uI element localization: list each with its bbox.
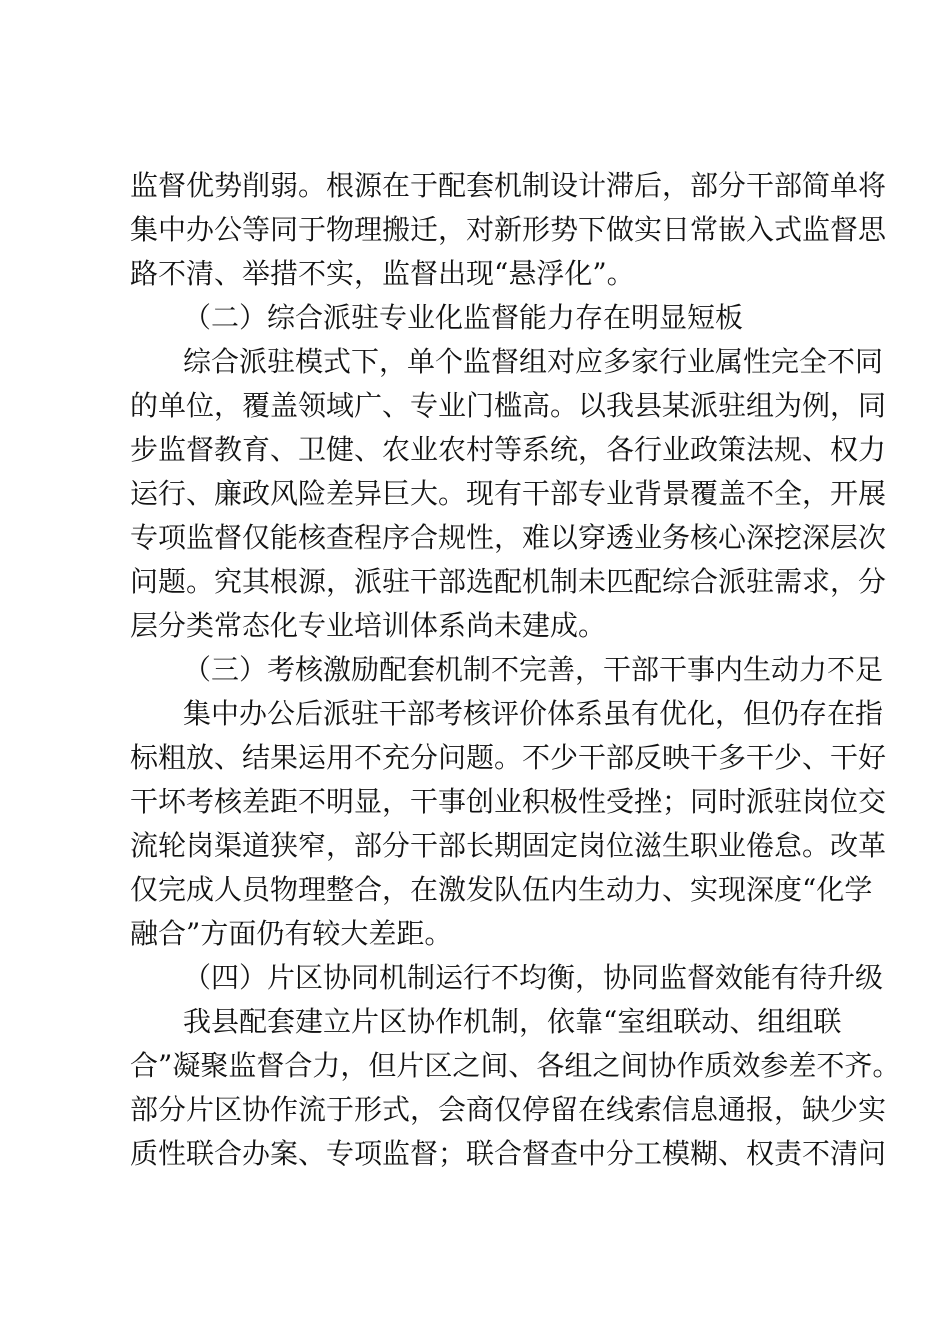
body-text-line: 步监督教育、卫健、农业农村等系统，各行业政策法规、权力 xyxy=(130,433,887,466)
body-text-line: 部分片区协作流于形式，会商仅停留在线索信息通报，缺少实 xyxy=(130,1093,887,1126)
body-text-line: 集中办公等同于物理搬迁，对新形势下做实日常嵌入式监督思 xyxy=(130,213,887,246)
body-text-line: 的单位，覆盖领域广、专业门槛高。以我县某派驻组为例，同 xyxy=(130,389,887,422)
section-heading-2: （二）综合派驻专业化监督能力存在明显短板 xyxy=(183,301,744,334)
body-text-line: 路不清、举措不实，监督出现“悬浮化”。 xyxy=(130,257,635,290)
body-text-line: 干坏考核差距不明显，干事创业积极性受挫；同时派驻岗位交 xyxy=(130,785,887,818)
body-text-line: 运行、廉政风险差异巨大。现有干部专业背景覆盖不全，开展 xyxy=(130,477,887,510)
body-text-line: 问题。究其根源，派驻干部选配机制未匹配综合派驻需求，分 xyxy=(130,565,887,598)
body-text-line: 层分类常态化专业培训体系尚未建成。 xyxy=(130,609,607,642)
body-text-line: 专项监督仅能核查程序合规性，难以穿透业务核心深挖深层次 xyxy=(130,521,887,554)
body-text-line: 合”凝聚监督合力，但片区之间、各组之间协作质效参差不齐。 xyxy=(130,1049,901,1082)
body-text-line: 标粗放、结果运用不充分问题。不少干部反映干多干少、干好 xyxy=(130,741,887,774)
body-text-line: 我县配套建立片区协作机制，依靠“室组联动、组组联 xyxy=(183,1005,842,1038)
body-text-line: 监督优势削弱。根源在于配套机制设计滞后，部分干部简单将 xyxy=(130,169,887,202)
body-text-line: 综合派驻模式下，单个监督组对应多家行业属性完全不同 xyxy=(183,345,884,378)
body-text-line: 质性联合办案、专项监督；联合督查中分工模糊、权责不清问 xyxy=(130,1137,887,1170)
body-text-line: 仅完成人员物理整合，在激发队伍内生动力、实现深度“化学 xyxy=(130,873,873,906)
section-heading-4: （四）片区协同机制运行不均衡，协同监督效能有待升级 xyxy=(183,961,884,994)
body-text-line: 融合”方面仍有较大差距。 xyxy=(130,917,453,950)
section-heading-3: （三）考核激励配套机制不完善，干部干事内生动力不足 xyxy=(183,653,884,686)
body-text-line: 集中办公后派驻干部考核评价体系虽有优化，但仍存在指 xyxy=(183,697,884,730)
body-text-line: 流轮岗渠道狭窄，部分干部长期固定岗位滋生职业倦怠。改革 xyxy=(130,829,887,862)
